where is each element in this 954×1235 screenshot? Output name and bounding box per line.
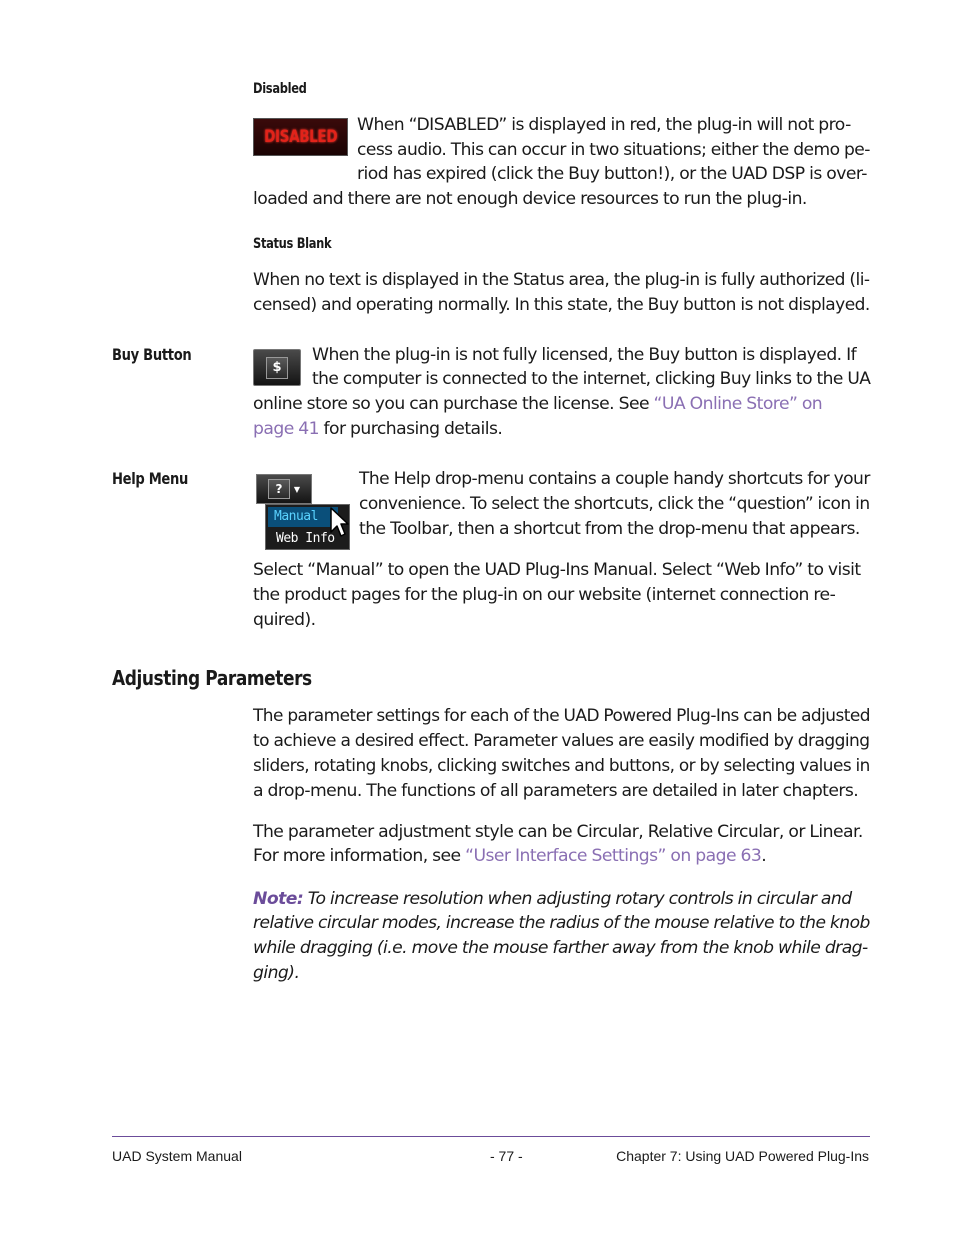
adjusting-para1-line-4: a drop-menu. The functions of all parameters are detailed in later chapters. (253, 781, 859, 801)
footer-page-number: - 77 - (490, 1148, 523, 1164)
footer-chapter-title: Chapter 7: Using UAD Powered Plug-Ins (616, 1148, 869, 1164)
note-line-4: ging). (253, 963, 300, 983)
dollar-icon: $ (266, 357, 288, 379)
help-menu-para2-line-3: quired). (253, 610, 316, 630)
note-line-2: relative circular modes, increase the radius of the mouse relative to the knob (253, 913, 870, 933)
adjusting-para2-line-2 (253, 844, 766, 869)
disabled-badge-label: DISABLED (263, 127, 338, 147)
status-blank-line-1: When no text is displayed in the Status area, the plug-in is fully authorized (li- (253, 270, 870, 290)
footer-manual-title: UAD System Manual (112, 1148, 242, 1164)
note-label: Note: (253, 889, 304, 909)
footer-divider (112, 1136, 870, 1137)
adjusting-para2-line-1: The parameter adjustment style can be Circular, Relative Circular, or Linear. (253, 822, 863, 842)
note-line-1-text: To increase resolution when adjusting rotary controls in circular and (303, 889, 852, 909)
buy-button-line-4 (253, 417, 502, 442)
side-heading-buy-button: Buy Button (112, 345, 192, 364)
section-heading-adjusting-parameters: Adjusting Parameters (112, 666, 312, 690)
help-menu-para2-line-1: Select “Manual” to open the UAD Plug-Ins Manual. Select “Web Info” to visit (253, 560, 861, 580)
adjusting-para2-line-2-end: . (761, 846, 767, 866)
question-icon: ? (268, 479, 290, 499)
adjusting-para1-line-3: sliders, rotating knobs, clicking switches and buttons, or by selecting values in (253, 756, 870, 776)
ua-online-store-link[interactable]: “UA Online Store” on (653, 394, 823, 414)
help-menu-para2-line-2: the product pages for the plug-in on our website (internet connection re- (253, 585, 836, 605)
buy-button-line-3-text: online store so you can purchase the license. See (253, 394, 654, 414)
disabled-text-line-3: riod has expired (click the Buy button!), or the UAD DSP is over- (357, 164, 867, 184)
help-menu-line-3: the Toolbar, then a shortcut from the drop-menu that appears. (359, 519, 860, 539)
disabled-status-badge (253, 118, 348, 156)
buy-button-line-1: When the plug-in is not fully licensed, the Buy button is displayed. If (312, 345, 857, 365)
subheading-disabled: Disabled (253, 81, 307, 97)
adjusting-para1-line-2: to achieve a desired effect. Parameter values are easily modified by dragging (253, 731, 870, 751)
page-41-link[interactable]: page 41 (253, 419, 320, 439)
disabled-text-line-1: When “DISABLED” is displayed in red, the plug-in will not pro- (357, 115, 851, 135)
adjusting-para1-line-1: The parameter settings for each of the UAD Powered Plug-Ins can be adjusted (253, 706, 870, 726)
buy-button-line-2: the computer is connected to the internet, clicking Buy links to the UA (312, 369, 871, 389)
user-interface-settings-link[interactable]: “User Interface Settings” on page 63 (465, 846, 762, 866)
buy-button-line-3 (253, 392, 822, 417)
help-button-image (256, 474, 312, 504)
menu-item-manual: Manual (268, 507, 338, 527)
help-menu-line-1: The Help drop-menu contains a couple handy shortcuts for your (359, 469, 870, 489)
disabled-text-line-4: loaded and there are not enough device resources to run the plug-in. (253, 189, 807, 209)
mouse-pointer-icon (329, 506, 349, 540)
note-line-1 (253, 887, 852, 912)
caret-down-icon: ▼ (293, 484, 301, 494)
buy-button-image (253, 349, 301, 386)
subheading-status-blank: Status Blank (253, 236, 332, 252)
status-blank-line-2: censed) and operating normally. In this state, the Buy button is not displayed. (253, 295, 870, 315)
help-menu-line-2: convenience. To select the shortcuts, click the “question” icon in (359, 494, 870, 514)
side-heading-help-menu: Help Menu (112, 469, 189, 488)
adjusting-para2-line-2-text: For more information, see (253, 846, 466, 866)
buy-button-line-4-text: for purchasing details. (319, 419, 503, 439)
menu-item-web-info: Web Info (276, 531, 335, 546)
note-line-3: while dragging (i.e. move the mouse farther away from the knob while drag- (253, 938, 868, 958)
disabled-text-line-2: cess audio. This can occur in two situations; either the demo pe- (357, 140, 870, 160)
